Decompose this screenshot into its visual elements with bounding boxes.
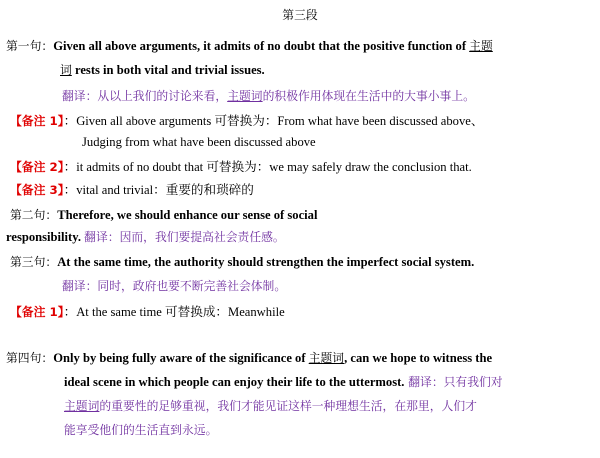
sentence-4-label: 第四句： <box>6 351 54 365</box>
note-3 <box>10 182 254 198</box>
sentence-1-trans-b: 的积极作用体现在生活中的大事小事上。 <box>262 89 475 103</box>
sentence-1-trans-topic: 主题词 <box>227 89 263 103</box>
sentence-4-trans-a: 翻译：只有我们对 <box>404 375 503 389</box>
sentence-2-label: 第二句： <box>10 208 58 222</box>
sentence-4-text-b: , can we hope to witness the <box>344 351 493 365</box>
note-3-text: ：vital and trivial：重要的和琐碎的 <box>63 183 254 197</box>
sentence-1-topic: 主题 <box>469 39 493 53</box>
sentence-1-text-a: Given all above arguments, it admits of no doubt that the positive function of <box>53 39 470 53</box>
sentence-1-trans-label: 翻译： <box>62 89 98 103</box>
sentence-4-text-c: ideal scene in which people can enjoy their life to the uttermost. <box>64 375 405 389</box>
sentence-1-translation <box>62 88 475 104</box>
note-4 <box>10 304 285 320</box>
note-1-text-a: ：Given all above arguments 可替换为：From what have been discussed above、 <box>63 114 484 128</box>
sentence-4-line-2 <box>64 374 503 390</box>
sentence-1-line-1 <box>6 38 493 54</box>
sentence-4-topic: 主题词 <box>308 351 345 365</box>
page-title: 第三段 <box>282 8 318 22</box>
note-2-tag: 【备注 2】 <box>10 160 64 174</box>
sentence-2-text-a: Therefore, we should enhance our sense of social <box>57 208 318 222</box>
sentence-1-line-2 <box>60 62 265 78</box>
sentence-4-text-a: Only by being fully aware of the significance of <box>53 351 309 365</box>
note-4-text: ：At the same time 可替换成：Meanwhile <box>63 305 285 319</box>
sentence-4-trans-b: 的重要性的足够重视，我们才能见证这样一种理想生活，在那里，人们才 <box>99 399 477 413</box>
sentence-2-line-1 <box>10 207 317 223</box>
note-1-tag: 【备注 1】 <box>10 114 64 128</box>
sentence-3-text: At the same time, the authority should strengthen the imperfect social system. <box>57 255 475 269</box>
sentence-1-trans-a: 从以上我们的讨论来看， <box>97 89 228 103</box>
sentence-2-line-2 <box>6 229 285 245</box>
note-2 <box>10 159 472 175</box>
sentence-1-label: 第一句： <box>6 39 54 53</box>
sentence-4-line-1 <box>6 350 492 366</box>
note-2-text: ：it admits of no doubt that 可替换为：we may safely draw the conclusion that. <box>63 160 472 174</box>
note-1-line-2: Judging from what have been discussed above <box>82 135 316 149</box>
sentence-3-label: 第三句： <box>10 255 58 269</box>
sentence-4-line-4: 能享受他们的生活直到永远。 <box>64 423 218 437</box>
note-4-tag: 【备注 1】 <box>10 305 64 319</box>
sentence-2-translation: 翻译：因而，我们要提高社会责任感。 <box>84 230 285 244</box>
sentence-4-line-3 <box>64 398 477 414</box>
sentence-1-text-b: rests in both vital and trivial issues. <box>71 63 265 77</box>
sentence-3-translation: 翻译：同时，政府也要不断完善社会体制。 <box>62 279 287 293</box>
sentence-3 <box>10 254 474 270</box>
note-1-line-1 <box>10 113 483 129</box>
note-3-tag: 【备注 3】 <box>10 183 64 197</box>
sentence-4-trans-topic: 主题词 <box>64 399 100 413</box>
sentence-2-text-b: responsibility. <box>6 230 82 244</box>
sentence-1-topic-2: 词 <box>60 63 72 77</box>
